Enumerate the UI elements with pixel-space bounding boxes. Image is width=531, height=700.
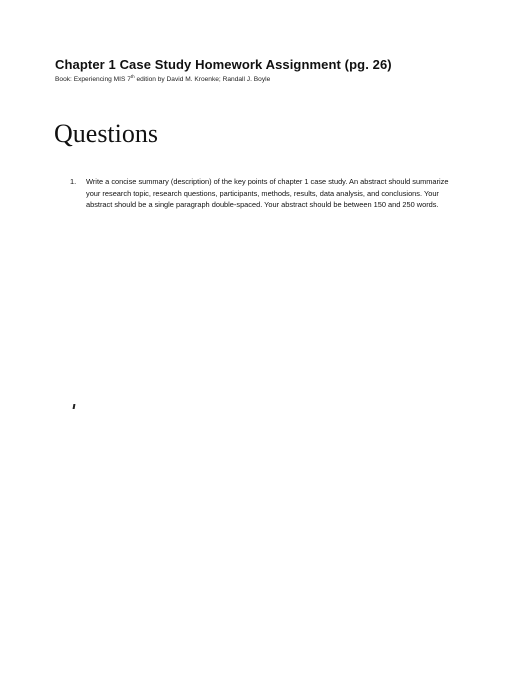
question-list: [70, 176, 460, 211]
question-number: 1.: [70, 177, 77, 186]
book-reference-suffix: edition by David M. Kroenke; Randall J. Boyle: [134, 76, 271, 83]
question-item: [70, 176, 460, 211]
questions-heading: Questions: [54, 119, 158, 148]
book-reference-prefix: Book: Experiencing MIS 7: [55, 76, 131, 83]
edition-superscript: th: [130, 73, 135, 79]
stray-ink-mark: [73, 404, 75, 409]
document-title: Chapter 1 Case Study Homework Assignment (pg. 26): [55, 57, 392, 72]
book-reference: [55, 73, 271, 83]
question-text: Write a concise summary (description) of the key points of chapter 1 case study. An abstract should summarize your research topic, research questions, participants, methods, results, data analysis, and conclusions. Your abstract should be a single paragraph double-spaced. Your abstract should be between 150 and 250 words.: [86, 177, 449, 210]
